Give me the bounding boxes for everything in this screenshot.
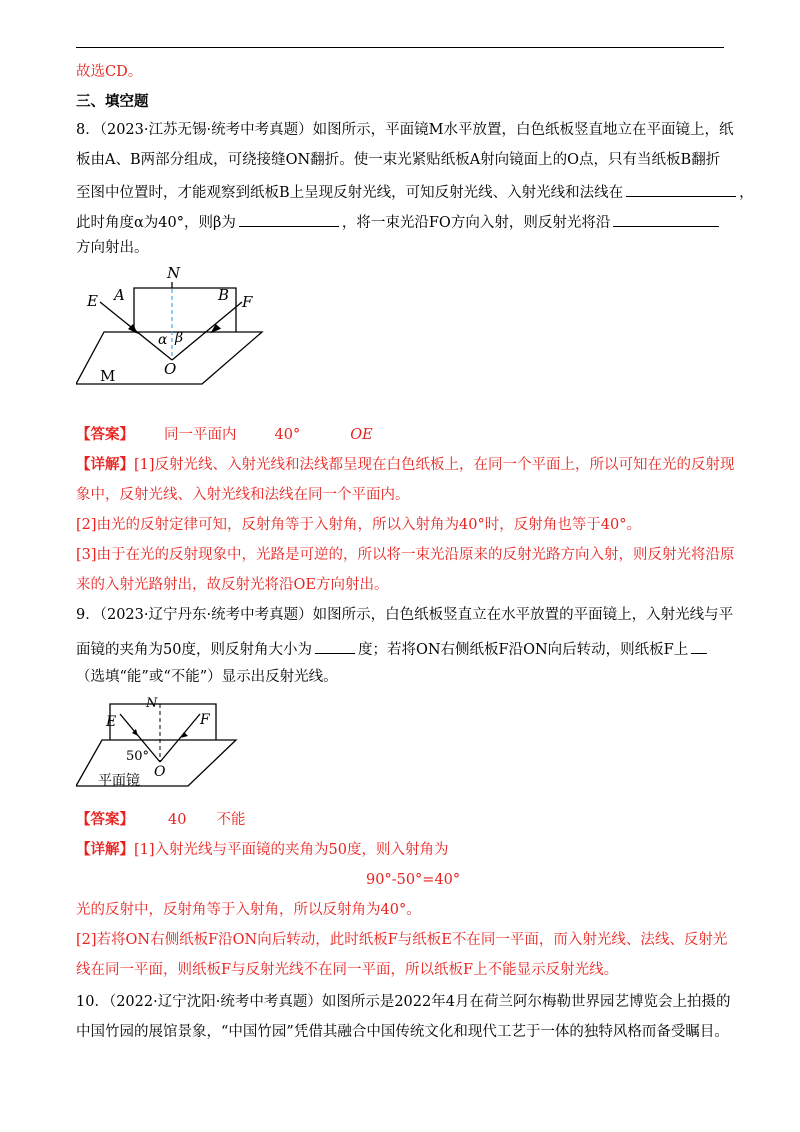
q9-label-mirror: 平面镜 <box>98 773 140 789</box>
q9-label-f: F <box>200 712 210 728</box>
q8-answer-label: 【答案】 <box>76 426 134 443</box>
q9-detail-label: 【详解】 <box>76 841 134 858</box>
header-rule <box>76 47 724 48</box>
q8-line-4a: 此时角度α为40°，则β为 <box>76 215 236 231</box>
q8-line-1: 8．（2023·江苏无锡·统考中考真题）如图所示，平面镜M水平放置，白色纸板竖直地立在平面镜上，纸 <box>76 122 734 138</box>
q8-detail-2: 象中，反射光线、入射光线和法线在同一个平面内。 <box>76 487 410 503</box>
q8-figure <box>76 262 276 392</box>
q9-line-2b: 度；若将ON右侧纸板F沿ON向后转动，则纸板F上 <box>357 642 689 658</box>
q9-answer <box>76 810 245 830</box>
q10-line-1: 10．（2022·辽宁沈阳·统考中考真题）如图所示是2022年4月在荷兰阿尔梅勒世界园艺博览会上拍摄的 <box>76 994 731 1010</box>
section-title: 三、填空题 <box>76 93 149 110</box>
q8-line-4 <box>76 210 722 233</box>
q8-line-3-text: 至图中位置时，才能观察到纸板B上呈现反射光线，可知反射光线、入射光线和法线在 <box>76 185 624 201</box>
q8-line-2: 板由A、B两部分组成，可绕接缝ON翻折。使一束光紧贴纸板A射向镜面上的O点，只有当纸板B翻折 <box>76 152 721 168</box>
q9-detail-4: 线在同一平面，则纸板F与反射光线不在同一平面，所以纸板F上不能显示反射光线。 <box>76 962 619 978</box>
q9-label-n: N <box>146 696 158 711</box>
q9-line-2a: 面镜的夹角为50度，则反射角大小为 <box>76 642 312 658</box>
q8-line-3: 至图中位置时，才能观察到纸板B上呈现反射光线，可知反射光线、入射光线和法线在 ， <box>76 180 754 203</box>
q8-answer <box>76 425 373 445</box>
q8-label-e: E <box>87 292 98 310</box>
previous-answer: 故选CD。 <box>76 64 143 80</box>
q8-label-n: N <box>167 264 181 282</box>
q9-detail-3: [2]若将ON右侧纸板F沿ON向后转动，此时纸板F与纸板E不在同一平面，而入射光线、法线、反射光 <box>76 932 728 948</box>
q9-answer-2: 不能 <box>216 812 246 828</box>
q9-label-e: E <box>106 714 117 730</box>
q9-line-1: 9．（2023·辽宁丹东·统考中考真题）如图所示，白色纸板竖直立在水平放置的平面镜上，入射光线与平 <box>76 607 734 623</box>
q8-detail-1-text: [1]反射光线、入射光线和法线都呈现在白色纸板上，在同一个平面上，所以可知在光的反射现 <box>134 457 735 473</box>
q8-label-o: O <box>164 360 177 378</box>
q8-line-4b: ，将一束光沿FO方向入射，则反射光将沿 <box>341 215 611 231</box>
q9-blank-2[interactable] <box>691 637 707 654</box>
q8-label-m: M <box>100 367 116 385</box>
q8-line-5: 方向射出。 <box>76 240 149 256</box>
q9-blank-1[interactable] <box>315 637 355 654</box>
q8-answer-1: 同一平面内 <box>164 427 237 443</box>
q9-answer-label: 【答案】 <box>76 811 134 828</box>
q9-formula: 90°-50°=40° <box>366 872 461 888</box>
q10-line-2: 中国竹园的展馆景象，“中国竹园”凭借其融合中国传统文化和现代工艺于一体的独特风格而备受瞩目。 <box>76 1024 729 1040</box>
q8-detail-4: [3]由于在光的反射现象中，光路是可逆的，所以将一束光沿原来的反射光路方向入射，则反射光将沿原 <box>76 547 735 563</box>
q9-label-angle: 50° <box>126 749 150 764</box>
q9-label-o: O <box>154 764 166 780</box>
q8-label-alpha: α <box>158 332 168 348</box>
q8-blank-1[interactable] <box>626 180 736 197</box>
q8-detail-3: [2]由光的反射定律可知，反射角等于入射角，所以入射角为40°时，反射角也等于40°。 <box>76 517 641 533</box>
q8-detail-1 <box>76 455 735 475</box>
q8-blank-3[interactable] <box>613 210 719 227</box>
q9-detail-1-text: [1]入射光线与平面镜的夹角为50度，则入射角为 <box>134 842 449 858</box>
q8-detail-5: 来的入射光路射出，故反射光将沿OE方向射出。 <box>76 577 389 593</box>
q8-detail-label: 【详解】 <box>76 456 134 473</box>
q8-label-b: B <box>218 286 230 304</box>
q8-blank-2[interactable] <box>239 210 339 227</box>
q9-reflected-arrow <box>180 732 188 738</box>
q9-line-3: （选填“能”或“不能”）显示出反射光线。 <box>76 669 338 685</box>
q8-label-f: F <box>242 293 253 311</box>
q8-label-a: A <box>114 286 125 304</box>
q8-answer-2: 40° <box>274 427 301 443</box>
q9-detail-1 <box>76 840 449 860</box>
q8-answer-3: OE <box>350 427 373 443</box>
q9-line-2 <box>76 637 710 660</box>
q9-detail-2: 光的反射中，反射角等于入射角，所以反射角为40°。 <box>76 902 421 918</box>
q9-answer-1: 40 <box>168 812 187 828</box>
q8-label-beta: β <box>175 330 184 346</box>
q9-figure <box>76 692 246 792</box>
